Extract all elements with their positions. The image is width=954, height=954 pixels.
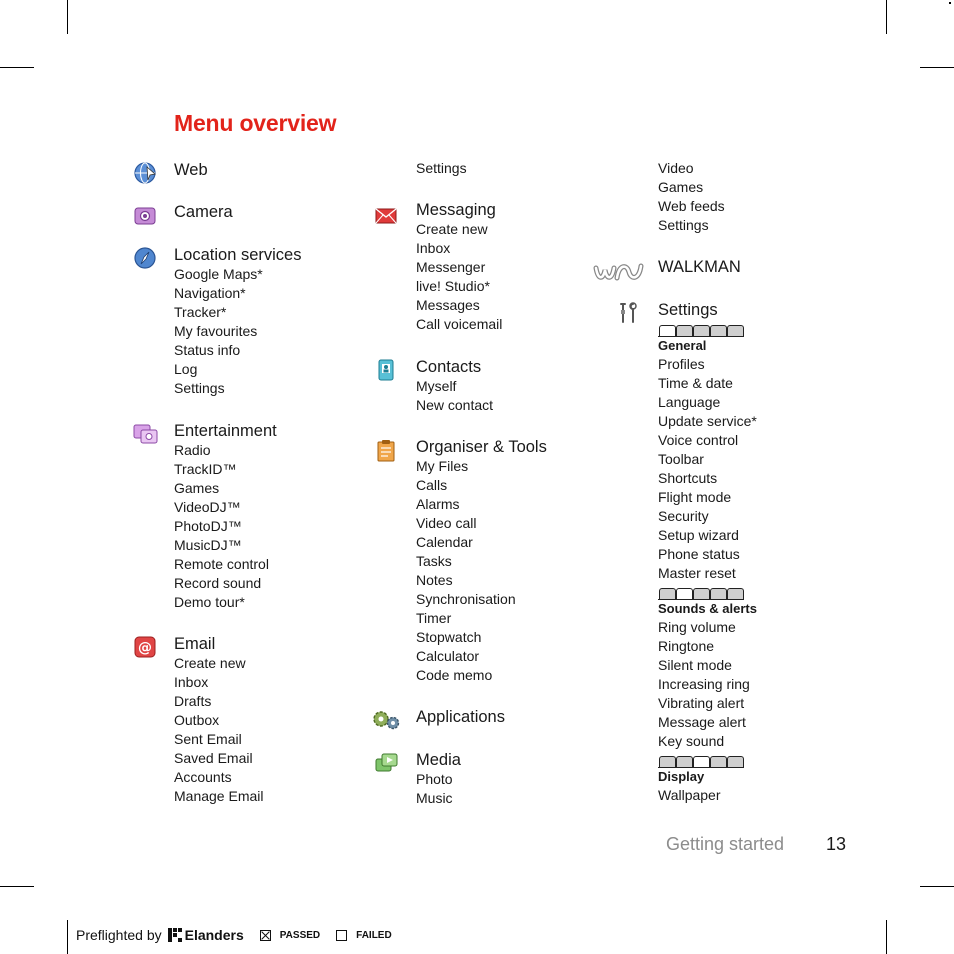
failed-label: FAILED bbox=[356, 929, 392, 941]
tab[interactable] bbox=[676, 756, 693, 767]
page-number: 13 bbox=[826, 834, 847, 854]
crop-mark bbox=[920, 886, 954, 887]
menu-item[interactable]: PhotoDJ™ bbox=[174, 518, 242, 534]
crop-mark bbox=[67, 920, 68, 954]
menu-item[interactable]: Setup wizard bbox=[658, 527, 739, 543]
menu-item[interactable]: Code memo bbox=[416, 667, 493, 683]
menu-item[interactable]: Log bbox=[174, 361, 198, 377]
menu-item[interactable]: Increasing ring bbox=[658, 676, 750, 692]
page-title: Menu overview bbox=[174, 110, 337, 136]
gears-icon bbox=[370, 707, 402, 733]
menu-item[interactable]: Flight mode bbox=[658, 489, 732, 505]
menu-item[interactable]: Update service* bbox=[658, 413, 757, 429]
tab[interactable] bbox=[727, 588, 744, 599]
menu-item[interactable]: Accounts bbox=[174, 769, 232, 785]
menu-item[interactable]: Calculator bbox=[416, 648, 480, 664]
menu-item[interactable]: Messenger bbox=[416, 259, 486, 275]
menu-item[interactable]: Create new bbox=[174, 655, 246, 671]
failed-checkbox bbox=[336, 930, 347, 941]
section-title: WALKMAN bbox=[658, 258, 741, 276]
section-web[interactable] bbox=[174, 161, 208, 180]
section-camera[interactable] bbox=[174, 203, 233, 222]
menu-item[interactable]: Call voicemail bbox=[416, 316, 503, 332]
menu-item[interactable]: Photo bbox=[416, 771, 453, 787]
menu-item[interactable]: Synchronisation bbox=[416, 591, 516, 607]
menu-item[interactable]: New contact bbox=[416, 397, 494, 413]
crop-mark bbox=[0, 886, 34, 887]
menu-item[interactable]: Wallpaper bbox=[658, 787, 721, 803]
section-title: Web bbox=[174, 161, 208, 179]
menu-item[interactable]: Notes bbox=[416, 572, 453, 588]
menu-item[interactable]: Games bbox=[658, 179, 704, 195]
menu-item[interactable]: Messages bbox=[416, 297, 480, 313]
section-messaging[interactable] bbox=[416, 201, 502, 334]
menu-item[interactable]: Create new bbox=[416, 221, 488, 237]
menu-item[interactable]: Toolbar bbox=[658, 451, 704, 467]
tab[interactable] bbox=[710, 325, 727, 336]
menu-item[interactable]: Video call bbox=[416, 515, 477, 531]
menu-item[interactable]: Time & date bbox=[658, 375, 733, 391]
menu-item[interactable]: VideoDJ™ bbox=[174, 499, 241, 515]
tab[interactable] bbox=[659, 325, 676, 336]
section-title: Location services bbox=[174, 246, 302, 264]
menu-item[interactable]: Settings bbox=[174, 380, 225, 396]
menu-item[interactable]: Myself bbox=[416, 378, 457, 394]
preflight-stamp bbox=[76, 927, 392, 943]
menu-item[interactable]: Calls bbox=[416, 477, 448, 493]
envelope-icon bbox=[374, 204, 400, 228]
section-email[interactable] bbox=[174, 635, 264, 806]
brand-name: Elanders bbox=[184, 927, 244, 943]
section-applications[interactable] bbox=[416, 708, 505, 727]
menu-item[interactable]: Sent Email bbox=[174, 731, 242, 747]
globe-icon bbox=[133, 161, 159, 185]
menu-item[interactable]: Ringtone bbox=[658, 638, 715, 654]
menu-item[interactable]: Tasks bbox=[416, 553, 452, 569]
menu-item[interactable]: Radio bbox=[174, 442, 211, 458]
settings-tabs-display bbox=[658, 754, 744, 768]
organiser-icon bbox=[374, 439, 400, 463]
tab[interactable] bbox=[727, 756, 744, 767]
camera-icon bbox=[133, 204, 159, 228]
contacts-card-icon bbox=[374, 358, 400, 382]
compass-icon bbox=[133, 246, 159, 270]
menu-item[interactable]: TrackID™ bbox=[174, 461, 237, 477]
crop-mark bbox=[920, 67, 954, 68]
menu-item[interactable]: Alarms bbox=[416, 496, 460, 512]
tab[interactable] bbox=[710, 588, 727, 599]
menu-item[interactable]: Google Maps* bbox=[174, 266, 263, 282]
continued-items bbox=[658, 159, 725, 235]
tools-icon bbox=[617, 301, 643, 325]
tab[interactable] bbox=[659, 756, 676, 767]
section-title: Settings bbox=[658, 301, 718, 319]
media-icon bbox=[374, 751, 400, 775]
section-media[interactable] bbox=[416, 751, 461, 808]
settings-group-label: General bbox=[658, 338, 707, 353]
section-organiser-tools[interactable] bbox=[416, 438, 547, 685]
section-title: Entertainment bbox=[174, 422, 277, 440]
menu-item[interactable]: Timer bbox=[416, 610, 452, 626]
menu-item[interactable]: Vibrating alert bbox=[658, 695, 745, 711]
menu-item[interactable]: Master reset bbox=[658, 565, 736, 581]
section-walkman[interactable] bbox=[658, 258, 741, 277]
menu-item[interactable]: Drafts bbox=[174, 693, 212, 709]
tab[interactable] bbox=[659, 588, 676, 599]
menu-item[interactable]: My favourites bbox=[174, 323, 258, 339]
menu-item[interactable]: Silent mode bbox=[658, 657, 732, 673]
menu-item[interactable]: Phone status bbox=[658, 546, 740, 562]
menu-item[interactable]: Shortcuts bbox=[658, 470, 718, 486]
menu-item[interactable]: My Files bbox=[416, 458, 469, 474]
section-title: Messaging bbox=[416, 201, 496, 219]
section-title: Contacts bbox=[416, 358, 482, 376]
passed-label: PASSED bbox=[279, 929, 321, 941]
passed-checkbox bbox=[260, 930, 271, 941]
menu-item[interactable]: Settings bbox=[416, 160, 467, 176]
menu-item[interactable]: Ring volume bbox=[658, 619, 736, 635]
svg-text:@: @ bbox=[138, 640, 152, 656]
menu-item[interactable]: Status info bbox=[174, 342, 241, 358]
menu-item[interactable]: Web feeds bbox=[658, 198, 725, 214]
section-title: Applications bbox=[416, 708, 505, 726]
section-title: Camera bbox=[174, 203, 233, 221]
section-title: Email bbox=[174, 635, 216, 653]
menu-item[interactable]: Security bbox=[658, 508, 709, 524]
section-title: Organiser & Tools bbox=[416, 438, 547, 456]
menu-item[interactable]: Tracker* bbox=[174, 304, 227, 320]
menu-item[interactable]: Profiles bbox=[658, 356, 705, 372]
tab[interactable] bbox=[693, 325, 710, 336]
settings-group-label: Display bbox=[658, 769, 705, 784]
menu-item[interactable]: Voice control bbox=[658, 432, 739, 448]
tab[interactable] bbox=[693, 756, 710, 767]
menu-item[interactable]: Manage Email bbox=[174, 788, 264, 804]
menu-item[interactable]: Inbox bbox=[174, 674, 209, 690]
settings-tabs-sounds bbox=[658, 586, 744, 600]
menu-item[interactable]: Remote control bbox=[174, 556, 269, 572]
menu-item[interactable]: Stopwatch bbox=[416, 629, 482, 645]
settings-tabs-general bbox=[658, 323, 744, 337]
menu-item[interactable]: Music bbox=[416, 790, 453, 806]
tab[interactable] bbox=[693, 588, 710, 599]
section-location-services[interactable] bbox=[174, 246, 301, 398]
menu-item[interactable]: Demo tour* bbox=[174, 594, 245, 610]
menu-item[interactable]: Saved Email bbox=[174, 750, 253, 766]
menu-item[interactable]: Record sound bbox=[174, 575, 262, 591]
menu-item[interactable]: Message alert bbox=[658, 714, 746, 730]
menu-item[interactable]: Language bbox=[658, 394, 721, 410]
tab[interactable] bbox=[727, 325, 744, 336]
preflight-prefix: Preflighted by bbox=[76, 927, 162, 943]
footer-section-name: Getting started bbox=[666, 834, 785, 854]
elanders-mark-icon bbox=[168, 928, 182, 942]
tab[interactable] bbox=[710, 756, 727, 767]
elanders-logo bbox=[168, 927, 244, 943]
menu-item[interactable]: Games bbox=[174, 480, 220, 496]
entertainment-icon bbox=[133, 422, 159, 446]
crop-mark bbox=[0, 67, 34, 68]
crop-mark bbox=[886, 0, 887, 34]
menu-item[interactable]: live! Studio* bbox=[416, 278, 490, 294]
menu-item[interactable]: Video bbox=[658, 160, 694, 176]
tab[interactable] bbox=[676, 588, 693, 599]
tab[interactable] bbox=[676, 325, 693, 336]
menu-item[interactable]: Inbox bbox=[416, 240, 451, 256]
menu-item[interactable]: Calendar bbox=[416, 534, 473, 550]
email-at-icon bbox=[133, 635, 159, 659]
menu-item[interactable]: MusicDJ™ bbox=[174, 537, 242, 553]
crop-dot bbox=[949, 2, 951, 4]
section-contacts[interactable] bbox=[416, 358, 493, 415]
menu-item[interactable]: Navigation* bbox=[174, 285, 246, 301]
section-settings[interactable] bbox=[658, 301, 757, 805]
section-entertainment[interactable] bbox=[174, 422, 277, 612]
walkman-icon bbox=[593, 258, 645, 286]
menu-item[interactable]: Key sound bbox=[658, 733, 725, 749]
menu-item[interactable]: Settings bbox=[658, 217, 709, 233]
section-title: Media bbox=[416, 751, 461, 769]
crop-mark bbox=[67, 0, 68, 34]
menu-item[interactable]: Outbox bbox=[174, 712, 220, 728]
crop-mark bbox=[886, 920, 887, 954]
settings-group-label: Sounds & alerts bbox=[658, 601, 757, 616]
